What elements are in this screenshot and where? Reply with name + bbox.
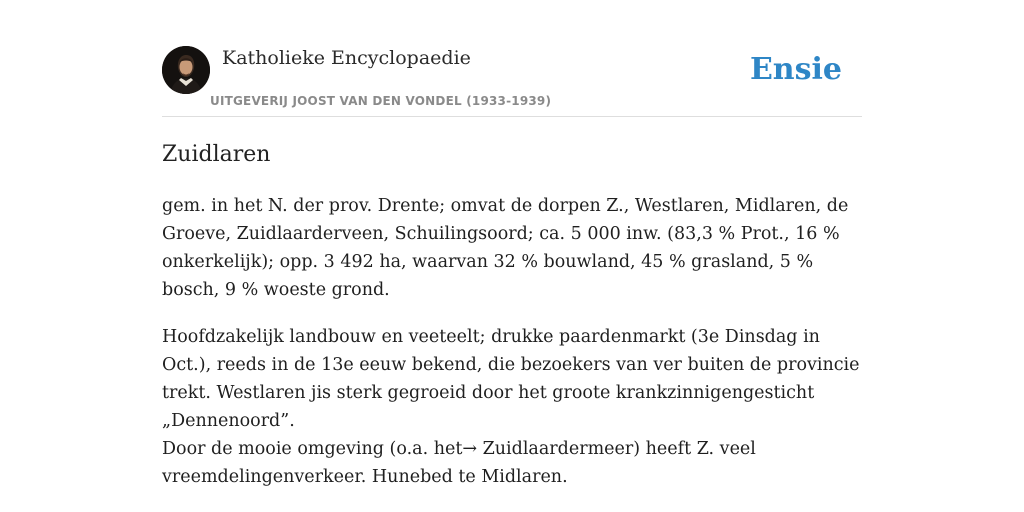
site-title[interactable]: Katholieke Encyclopaedie [222, 47, 471, 69]
entry-paragraph: Hoofdzakelijk landbouw en veeteelt; drukke paardenmarkt (3e Dinsdag in Oct.), reeds in de 13e eeuw bekend, die bezoekers van ver buiten de provincie trekt. Westlaren jis sterk gegroeid door het groote krankzinnigengesticht „Dennenoord”. [162, 327, 860, 431]
portrait-icon[interactable] [162, 46, 210, 94]
publisher-label: UITGEVERIJ JOOST VAN DEN VONDEL (1933-1939) [210, 94, 552, 108]
entry-paragraph: gem. in het N. der prov. Drente; omvat de dorpen Z., Westlaren, Midlaren, de Groeve, Zuidlaarderveen, Schuilingsoord; ca. 5 000 inw. (83,3 % Prot., 16 % onkerkelijk); opp. 3 492 ha, waarvan 32 % bouwland, 45 % grasland, 5 % bosch, 9 % woeste grond. [162, 196, 849, 300]
page-title: Zuidlaren [162, 142, 271, 167]
site-header [162, 44, 862, 117]
brand-logo[interactable]: Ensie [749, 52, 842, 87]
entry-paragraph: Door de mooie omgeving (o.a. het→ Zuidlaardermeer) heeft Z. veel vreemdelingenverkeer. Hunebed te Midlaren. [162, 439, 756, 487]
